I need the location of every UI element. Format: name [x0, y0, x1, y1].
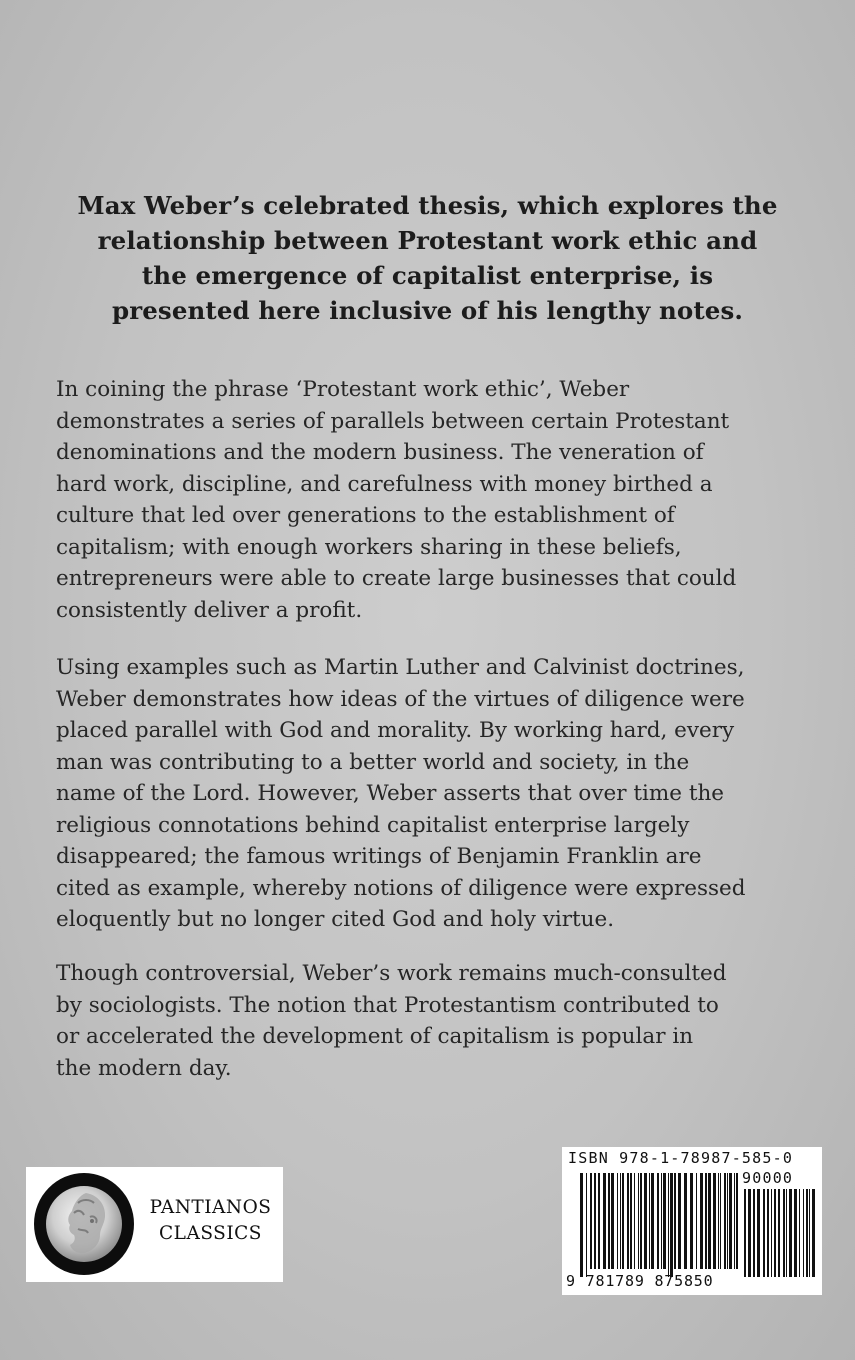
barcode-bar — [630, 1173, 632, 1269]
barcode-bar — [649, 1173, 650, 1269]
barcode-bar — [783, 1189, 785, 1277]
barcode-bar — [586, 1173, 587, 1277]
barcode-bar — [668, 1173, 669, 1277]
paragraph-line: In coining the phrase ‘Protestant work ethic’, Weber — [56, 377, 630, 402]
publisher-line: PANTIANOS — [149, 1197, 272, 1218]
paragraph-line: culture that led over generations to the establishment of — [56, 503, 675, 528]
paragraph-line: by sociologists. The notion that Protestantism contributed to — [56, 992, 719, 1018]
barcode-bar — [608, 1173, 610, 1269]
barcode-bar — [708, 1173, 711, 1269]
barcode-bar — [705, 1173, 707, 1269]
barcode-bar — [744, 1189, 746, 1277]
barcode-bar — [727, 1173, 728, 1269]
barcode-bar — [678, 1173, 681, 1269]
barcode-bar — [684, 1173, 687, 1269]
barcode-bar — [799, 1189, 800, 1277]
barcode-bar — [734, 1173, 735, 1269]
tagline-line: presented here inclusive of his lengthy notes. — [112, 296, 743, 325]
barcode-addon-bars — [744, 1189, 815, 1277]
description-paragraph-1 — [56, 374, 826, 626]
paragraph-line: entrepreneurs were able to create large businesses that could — [56, 566, 737, 591]
barcode-bar — [620, 1173, 621, 1269]
barcode-bar — [651, 1173, 654, 1269]
barcode-bar — [617, 1173, 618, 1269]
isbn-label: ISBN 978-1-78987-585-0 — [568, 1149, 794, 1167]
barcode-bar — [598, 1173, 600, 1269]
paragraph-line: Weber demonstrates how ideas of the virtues of diligence were — [56, 686, 745, 712]
tagline — [40, 188, 815, 328]
tagline-line: the emergence of capitalist enterprise, is — [141, 261, 714, 290]
paragraph-line: Using examples such as Martin Luther and Calvinist doctrines, — [56, 655, 745, 680]
barcode-digits: 9 781789 875850 — [566, 1272, 714, 1290]
barcode-bar — [590, 1173, 592, 1269]
barcode-bar — [794, 1189, 797, 1277]
barcode-bar — [757, 1189, 760, 1277]
barcode-bar — [767, 1189, 769, 1277]
barcode-bar — [603, 1173, 606, 1269]
paragraph-line: capitalism; with enough workers sharing in these beliefs, — [56, 534, 682, 560]
barcode-bar — [634, 1173, 635, 1269]
paragraph-line: demonstrates a series of parallels between certain Protestant — [56, 408, 730, 434]
price-code: 90000 — [742, 1169, 794, 1187]
isbn-barcode — [562, 1147, 822, 1295]
barcode-bar — [713, 1173, 716, 1269]
barcode-bar — [644, 1173, 647, 1269]
paragraph-line: cited as example, whereby notions of diligence were expressed — [56, 875, 746, 901]
barcode-bar — [806, 1189, 808, 1277]
paragraph-line: eloquently but no longer cited God and holy virtue. — [56, 907, 615, 932]
coin-medallion-icon — [34, 1173, 134, 1275]
barcode-bar — [622, 1173, 624, 1269]
barcode-bar — [700, 1173, 703, 1269]
barcode-main-bars — [580, 1173, 738, 1277]
paragraph-line: hard work, discipline, and carefulness with money birthed a — [56, 471, 713, 497]
paragraph-line: name of the Lord. However, Weber asserts that over time the — [56, 781, 725, 806]
publisher-line: CLASSICS — [159, 1223, 262, 1244]
tagline-line: relationship between Protestant work ethic and — [97, 226, 758, 255]
barcode-bar — [789, 1189, 792, 1277]
barcode-bar — [611, 1173, 614, 1269]
paragraph-line: disappeared; the famous writings of Benjamin Franklin are — [56, 844, 702, 869]
paragraph-line: Though controversial, Weber’s work remains much-consulted — [56, 961, 727, 986]
barcode-bar — [729, 1173, 732, 1269]
barcode-bar — [657, 1173, 659, 1269]
barcode-bar — [670, 1173, 673, 1277]
tagline-line: Max Weber’s celebrated thesis, which explores the — [77, 191, 778, 220]
paragraph-line: denominations and the modern business. The veneration of — [56, 440, 704, 465]
barcode-bar — [778, 1189, 780, 1277]
barcode-bar — [663, 1173, 666, 1269]
barcode-bar — [718, 1173, 719, 1269]
paragraph-line: religious connotations behind capitalist enterprise largely — [56, 812, 690, 838]
barcode-bar — [720, 1173, 721, 1269]
barcode-bar — [640, 1173, 642, 1269]
barcode-bar — [736, 1173, 738, 1269]
paragraph-line: the modern day. — [56, 1055, 232, 1081]
barcode-bar — [786, 1189, 787, 1277]
paragraph-line: man was contributing to a better world and society, in the — [56, 749, 690, 775]
description-paragraph-3 — [56, 958, 826, 1084]
barcode-bar — [774, 1189, 776, 1277]
barcode-bar — [753, 1189, 755, 1277]
barcode-bar — [748, 1189, 751, 1277]
barcode-bar — [809, 1189, 810, 1277]
barcode-bar — [803, 1189, 804, 1277]
barcode-bar — [771, 1189, 772, 1277]
description-paragraph-2 — [56, 652, 826, 936]
barcode-bar — [696, 1173, 697, 1269]
publisher-logo — [26, 1167, 283, 1282]
barcode-bar — [812, 1189, 815, 1277]
barcode-bar — [690, 1173, 693, 1269]
barcode-bar — [594, 1173, 596, 1269]
paragraph-line: or accelerated the development of capitalism is popular in — [56, 1024, 694, 1049]
barcode-bar — [580, 1173, 583, 1277]
paragraph-line: placed parallel with God and morality. By working hard, every — [56, 718, 735, 743]
barcode-bar — [638, 1173, 639, 1269]
paragraph-line: consistently deliver a profit. — [56, 597, 363, 623]
barcode-bar — [674, 1173, 676, 1269]
barcode-bar — [724, 1173, 726, 1269]
publisher-name — [138, 1195, 283, 1247]
barcode-bar — [627, 1173, 629, 1269]
barcode-bar — [661, 1173, 662, 1269]
barcode-bar — [763, 1189, 765, 1277]
